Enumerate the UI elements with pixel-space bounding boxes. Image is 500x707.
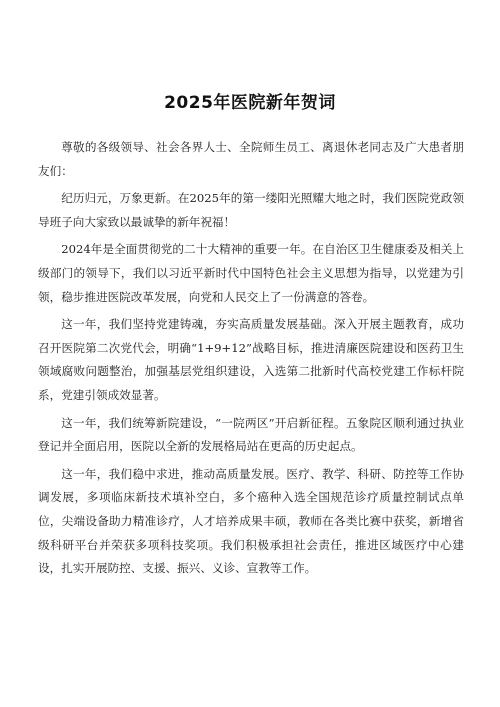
paragraph-development: 这一年，我们稳中求进，推动高质量发展。医疗、教学、科研、防控等工作协调发展，多项临床新技术填补空白，多个癌种入选全国规范诊疗质量控制试点单位，尖端设备助力精准诊疗，人才培养成果丰硕，教师在各类比赛中获奖，新增省级科研平台并荣获多项科技奖项。我们积极承担社会责任，推进区域医疗中心建设，扎实开展防控、支援、振兴、义诊、宣教等工作。: [38, 466, 464, 576]
document-title: 2025年医院新年贺词: [164, 93, 336, 113]
paragraph-greeting: 纪历归元，万象更新。在2025年的第一缕阳光照耀大地之时，我们医院党政领导班子向大家致以最诚挚的新年祝福！: [38, 191, 464, 229]
paragraph-new-campus: 这一年，我们统筹新院建设，“一院两区”开启新征程。五象院区顺利通过执业登记并全面启用，医院以全新的发展格局站在更高的历史起点。: [38, 415, 464, 454]
paragraph-salutation: 尊敬的各级领导、社会各界人士、全院师生员工、离退休老同志及广大患者朋友们：: [38, 140, 464, 178]
paragraph-2024-overview: 2024年是全面贯彻党的二十大精神的重要一年。在自治区卫生健康委及相关上级部门的领导下，我们以习近平新时代中国特色社会主义思想为指导，以党建为引领，稳步推进医院改革发展，向党和人民交上了一份满意的答卷。: [38, 242, 464, 304]
paragraph-party-building: 这一年，我们坚持党建铸魂，夯实高质量发展基础。深入开展主题教育，成功召开医院第二次党代会，明确“1+9+12”战略目标，推进清廉医院建设和医药卫生领域腐败问题整治，加强基层党组织建设，入选第二批新时代高校党建工作标杆院系，党建引领成效显著。: [38, 317, 464, 402]
document-body: [38, 136, 464, 585]
